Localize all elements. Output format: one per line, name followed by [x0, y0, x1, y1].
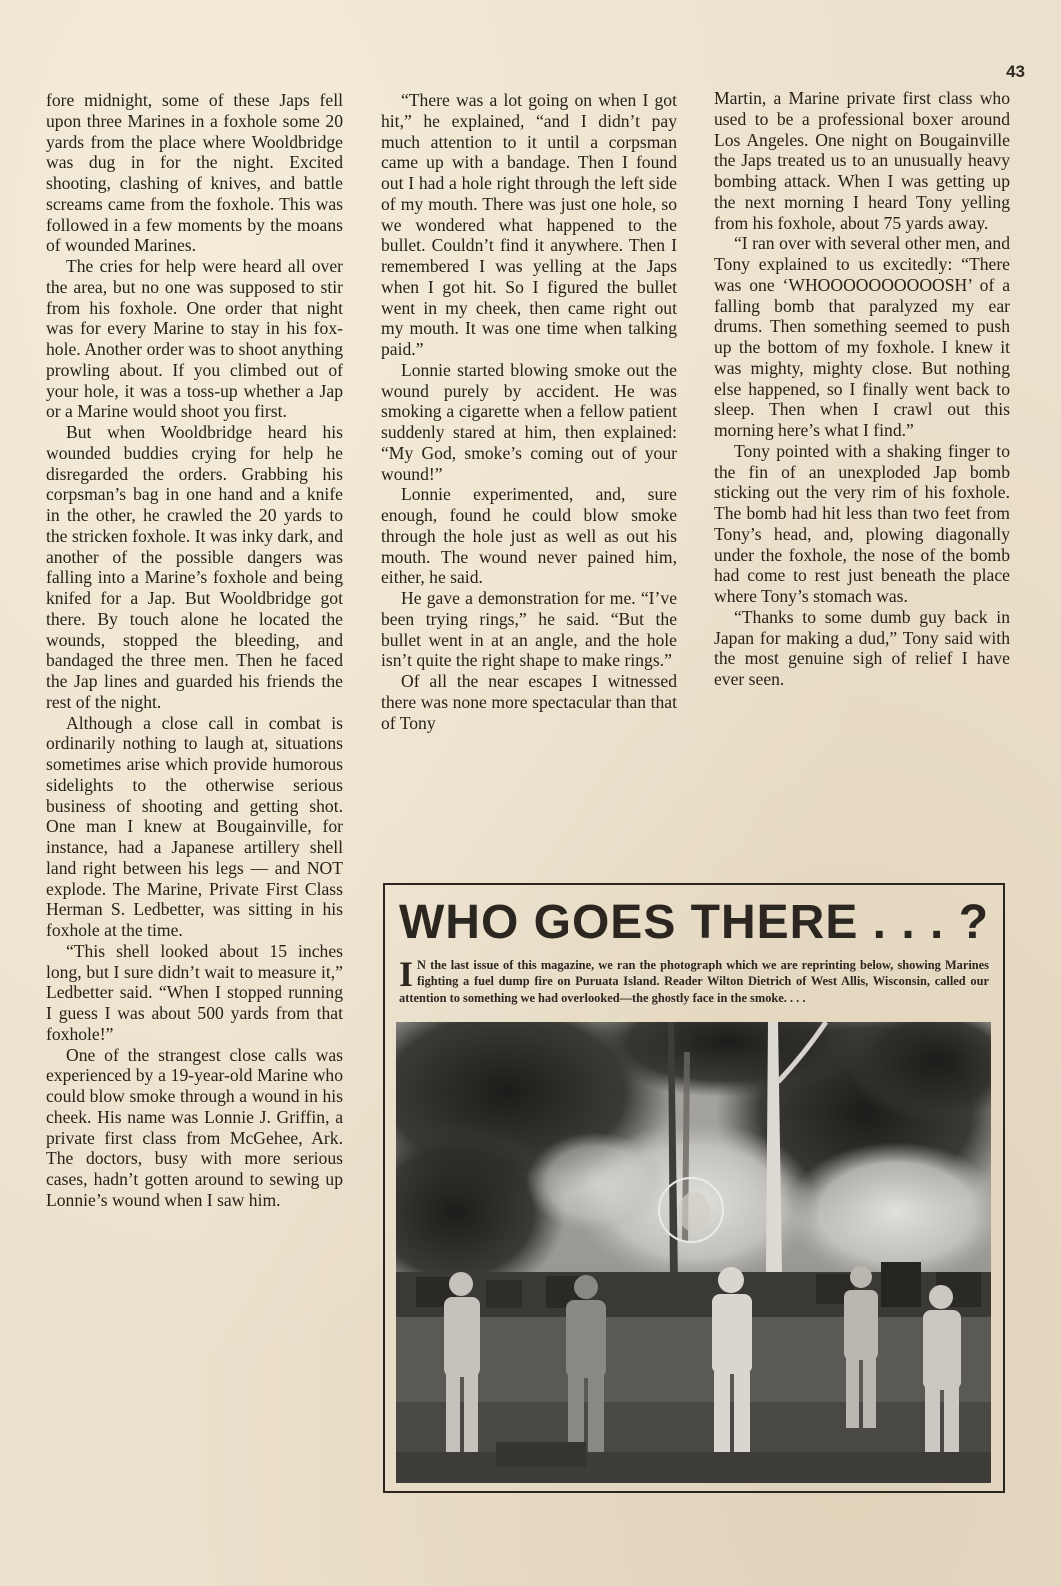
- page-number: 43: [1006, 62, 1025, 81]
- paragraph: fore midnight, some of these Japs fell upon three Marines in a foxhole some 20 yards from the place where Wooldbridge was dug in for the night. Excited shooting, clashing of knives, and battle screams came from the foxhole. This was followed in a few moments by the moans of wounded Marines.: [46, 90, 343, 256]
- paragraph: Tony pointed with a shaking finger to the fin of an unexploded Jap bomb sticking out the very rim of his foxhole. The bomb had hit less than two feet from Tony’s head, and, plowing diagonally under the foxhole, the nose of the bomb had come to rest just beneath the place where Tony’s stomach was.: [714, 440, 1010, 606]
- article-column-3: [714, 88, 1010, 690]
- paragraph: Lonnie experimented, and, sure enough, found he could blow smoke through the hole just as well as out his mouth. The wound never pained him, either, he said.: [381, 484, 677, 588]
- paragraph: “This shell looked about 15 inches long, but I sure didn’t wait to measure it,” Ledbetter said. “When I stopped running I guess I was about 500 yards from that foxhole!”: [46, 940, 343, 1044]
- paragraph: But when Wooldbridge heard his wounded buddies crying for help he disregarded the orders. Grabbing his corpsman’s bag in one hand and a knife in the other, he crawled the 20 yards to the stricken foxhole. It was inky dark, and another of the possible dangers was falling into a Marine’s foxhole and being knifed for a Jap. But Wooldbridge got there. By touch alone he located the wounds, stopped the bleeding, and bandaged the three men. Then he faced the Jap lines and guarded his friends the rest of the night.: [46, 422, 343, 712]
- paragraph: The cries for help were heard all over the area, but no one was supposed to stir from his foxhole. One order that night was for every Marine to stay in his fox-hole. Another order was to shoot anything prowling about. If you climbed out of your hole, it was a toss-up whether a Jap or a Marine would shoot you first.: [46, 256, 343, 422]
- photo-illustration: [396, 1022, 991, 1483]
- paragraph: One of the strangest close calls was experienced by a 19-year-old Marine who could blow smoke through a wound in his cheek. His name was Lonnie J. Griffin, a private first class from McGehee, Ark. The doctors, busy with more serious cases, hadn’t gotten around to sewing up Lonnie’s wound when I saw him.: [46, 1044, 343, 1210]
- paragraph: Of all the near escapes I witnessed there was none more spectacular than that of Tony: [381, 671, 677, 733]
- paragraph: Lonnie started blowing smoke out the wound purely by accident. He was smoking a cigarette when a fellow patient suddenly stared at him, then explained: “My God, smoke’s coming out of your wound!”: [381, 359, 677, 484]
- paragraph: Although a close call in combat is ordinarily nothing to laugh at, situations sometimes arise which provide humorous sidelights to the otherwise serious business of shooting and getting shot. One man I knew at Bougainville, for instance, had a Japanese artillery shell land right between his legs — and NOT explode. The Marine, Private First Class Herman S. Ledbetter, was sitting in his foxhole at the time.: [46, 712, 343, 940]
- drop-cap: I: [399, 954, 414, 994]
- sidebar-intro-text: N the last issue of this magazine, we ran the photograph which we are reprinting below, showing Marines fighting a fuel dump fire on Puruata Island. Reader Wilton Dietrich of West Allis, Wisconsin, called our attention to something we had overlooked—the ghostly face in the smoke. . . .: [399, 958, 989, 1005]
- sidebar-box: [383, 883, 1005, 1493]
- paragraph: Martin, a Marine private first class who used to be a professional boxer around Los Angeles. One night on Bougainville the Japs treated us to an unusually heavy bombing attack. When I was getting up the next morning I heard Tony yelling from his foxhole, about 75 yards away.: [714, 88, 1010, 233]
- paragraph: “Thanks to some dumb guy back in Japan for making a dud,” Tony said with the most genuine sigh of relief I have ever seen.: [714, 606, 1010, 689]
- article-column-1: [46, 90, 343, 1211]
- paragraph: “I ran over with several other men, and Tony explained to us excitedly: “There was one ‘WHOOOOOOOOOOSH’ of a falling bomb that paralyzed my ear drums. Then something seemed to push up the bottom of my foxhole. I knew it was mighty, mighty close. But nothing else happened, so I finally went back to sleep. Then when I crawl out this morning here’s what I find.”: [714, 233, 1010, 440]
- paragraph: “There was a lot going on when I got hit,” he explained, “and I didn’t pay much attention to it until a corpsman came up with a bandage. Then I found out I had a hole right through the left side of my mouth. There was just one hole, so we wondered what happened to the bullet. Couldn’t find it anywhere. Then I remembered I was yelling at the Japs when I got hit. So I figured the bullet went in my cheek, then came right out my mouth. It was one time when talking paid.”: [381, 90, 677, 359]
- article-column-2: [381, 90, 677, 733]
- photograph: [396, 1022, 991, 1483]
- paragraph: He gave a demonstration for me. “I’ve been trying rings,” he said. “But the bullet went in at an angle, and the hole isn’t quite the right shape to make rings.”: [381, 588, 677, 671]
- sidebar-intro: [399, 954, 989, 1006]
- sidebar-title: WHO GOES THERE . . . ?: [398, 896, 990, 949]
